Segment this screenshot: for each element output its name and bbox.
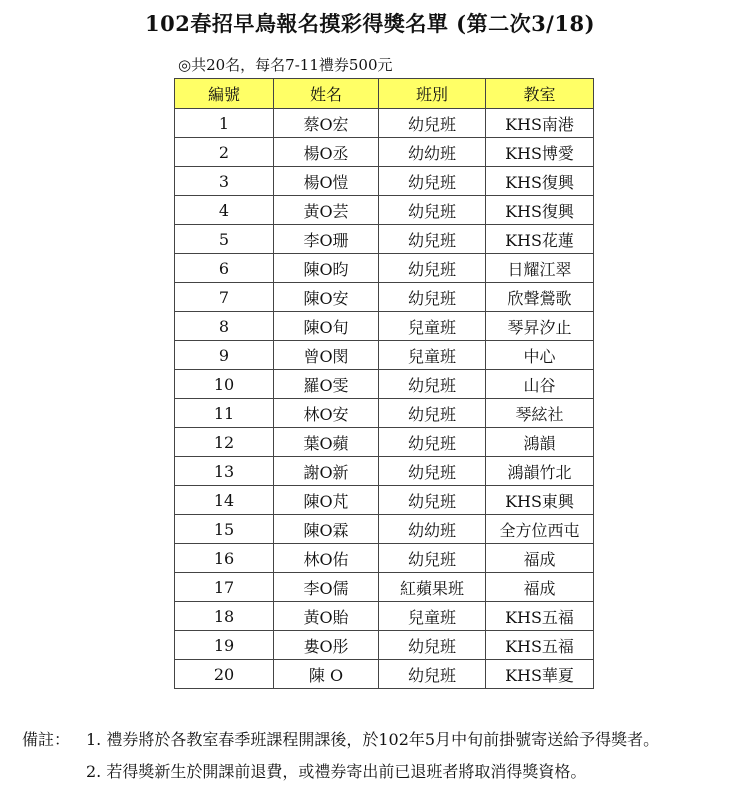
cell-classroom: KHS復興 (486, 167, 594, 196)
page-title: 102春招早鳥報名摸彩得獎名單 (第二次3/18) (144, 11, 596, 36)
table-header-row (175, 79, 594, 109)
table-row (175, 283, 594, 312)
table-row (175, 196, 594, 225)
cell-number: 2 (175, 138, 274, 167)
cell-class: 幼兒班 (379, 544, 486, 573)
cell-class: 幼兒班 (379, 399, 486, 428)
cell-class: 幼兒班 (379, 167, 486, 196)
cell-classroom: 全方位西屯 (486, 515, 594, 544)
table-row (175, 312, 594, 341)
cell-class: 幼幼班 (379, 515, 486, 544)
cell-classroom: KHS博愛 (486, 138, 594, 167)
cell-number: 6 (175, 254, 274, 283)
cell-number: 10 (175, 370, 274, 399)
cell-classroom: 山谷 (486, 370, 594, 399)
cell-classroom: 琴昇汐止 (486, 312, 594, 341)
cell-number: 19 (175, 631, 274, 660)
cell-number: 3 (175, 167, 274, 196)
cell-class: 幼兒班 (379, 428, 486, 457)
cell-name: 李O珊 (274, 225, 379, 254)
cell-classroom: 中心 (486, 341, 594, 370)
table-row (175, 428, 594, 457)
cell-name: 陳O芃 (274, 486, 379, 515)
cell-name: 曾O閔 (274, 341, 379, 370)
cell-name: 陳O昀 (274, 254, 379, 283)
cell-name: 婁O彤 (274, 631, 379, 660)
cell-classroom: KHS花蓮 (486, 225, 594, 254)
cell-name: 楊O丞 (274, 138, 379, 167)
cell-classroom: 琴絃社 (486, 399, 594, 428)
table-row (175, 457, 594, 486)
cell-name: 羅O雯 (274, 370, 379, 399)
cell-classroom: KHS五福 (486, 602, 594, 631)
cell-classroom: KHS東興 (486, 486, 594, 515)
note-text: 1. 禮券將於各教室春季班課程開課後，於102年5月中旬前掛號寄送給予得獎者。 (86, 730, 660, 749)
cell-number: 17 (175, 573, 274, 602)
cell-class: 紅蘋果班 (379, 573, 486, 602)
column-header-class: 班別 (379, 79, 486, 109)
cell-number: 18 (175, 602, 274, 631)
cell-class: 兒童班 (379, 341, 486, 370)
table-row (175, 573, 594, 602)
note-item (22, 724, 659, 756)
column-header-number: 編號 (175, 79, 274, 109)
table-row (175, 341, 594, 370)
notes-section (22, 724, 659, 788)
table-row (175, 254, 594, 283)
cell-name: 楊O愷 (274, 167, 379, 196)
cell-number: 16 (175, 544, 274, 573)
cell-class: 幼兒班 (379, 196, 486, 225)
cell-classroom: 欣聲鶯歌 (486, 283, 594, 312)
cell-name: 陳O安 (274, 283, 379, 312)
cell-classroom: 鴻韻竹北 (486, 457, 594, 486)
cell-number: 14 (175, 486, 274, 515)
cell-class: 幼兒班 (379, 486, 486, 515)
cell-class: 幼兒班 (379, 109, 486, 138)
cell-name: 陳O霖 (274, 515, 379, 544)
cell-number: 9 (175, 341, 274, 370)
table-row (175, 660, 594, 689)
note-text: 2. 若得獎新生於開課前退費，或禮券寄出前已退班者將取消得獎資格。 (86, 762, 587, 781)
cell-number: 4 (175, 196, 274, 225)
table-row (175, 631, 594, 660)
table-row (175, 486, 594, 515)
cell-class: 幼兒班 (379, 457, 486, 486)
table-row (175, 544, 594, 573)
cell-class: 幼幼班 (379, 138, 486, 167)
table-row (175, 109, 594, 138)
cell-number: 12 (175, 428, 274, 457)
cell-name: 陳 O (274, 660, 379, 689)
table-row (175, 138, 594, 167)
cell-number: 7 (175, 283, 274, 312)
prize-summary: ◎共20名，每名7-11禮券500元 (178, 56, 393, 74)
cell-classroom: 鴻韻 (486, 428, 594, 457)
cell-name: 陳O旬 (274, 312, 379, 341)
cell-name: 李O儒 (274, 573, 379, 602)
table-row (175, 515, 594, 544)
cell-classroom: KHS南港 (486, 109, 594, 138)
table-row (175, 370, 594, 399)
cell-class: 幼兒班 (379, 660, 486, 689)
table-row (175, 399, 594, 428)
column-header-classroom: 教室 (486, 79, 594, 109)
cell-class: 幼兒班 (379, 631, 486, 660)
cell-number: 15 (175, 515, 274, 544)
cell-class: 兒童班 (379, 312, 486, 341)
cell-classroom: KHS五福 (486, 631, 594, 660)
cell-classroom: 福成 (486, 573, 594, 602)
table-row (175, 602, 594, 631)
column-header-name: 姓名 (274, 79, 379, 109)
cell-class: 幼兒班 (379, 225, 486, 254)
cell-number: 11 (175, 399, 274, 428)
cell-class: 幼兒班 (379, 283, 486, 312)
cell-name: 葉O蘋 (274, 428, 379, 457)
cell-class: 幼兒班 (379, 254, 486, 283)
cell-classroom: KHS華夏 (486, 660, 594, 689)
cell-name: 謝O新 (274, 457, 379, 486)
winners-table (174, 78, 594, 689)
cell-name: 黃O貽 (274, 602, 379, 631)
cell-class: 幼兒班 (379, 370, 486, 399)
cell-name: 黃O芸 (274, 196, 379, 225)
cell-classroom: KHS復興 (486, 196, 594, 225)
cell-number: 20 (175, 660, 274, 689)
cell-name: 蔡O宏 (274, 109, 379, 138)
note-item (22, 756, 659, 788)
notes-label: 備註： (22, 730, 71, 749)
table-row (175, 167, 594, 196)
table-row (175, 225, 594, 254)
cell-number: 5 (175, 225, 274, 254)
cell-classroom: 福成 (486, 544, 594, 573)
cell-number: 8 (175, 312, 274, 341)
cell-number: 13 (175, 457, 274, 486)
cell-class: 兒童班 (379, 602, 486, 631)
cell-name: 林O安 (274, 399, 379, 428)
cell-name: 林O佑 (274, 544, 379, 573)
cell-classroom: 日耀江翠 (486, 254, 594, 283)
cell-number: 1 (175, 109, 274, 138)
